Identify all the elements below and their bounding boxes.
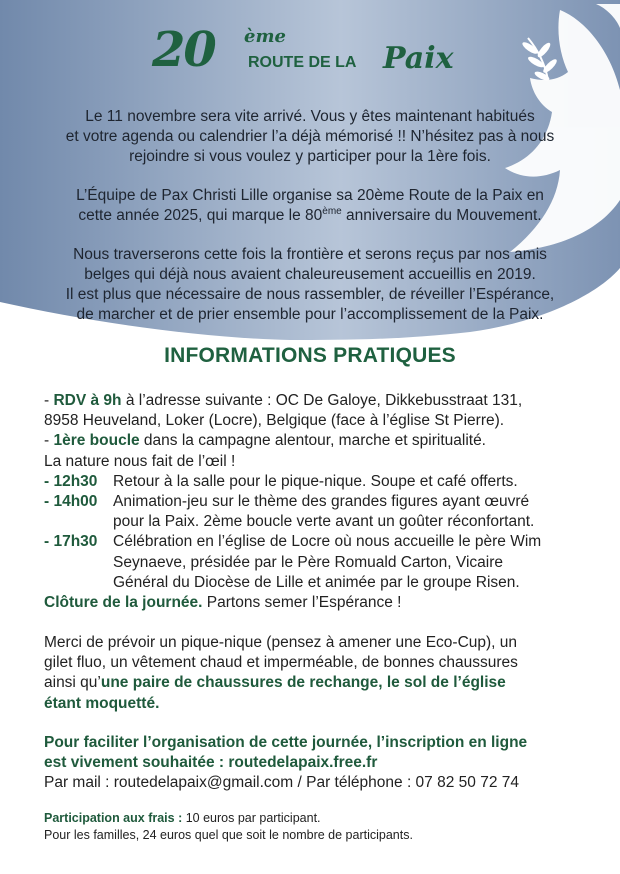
registration-link[interactable]: est vivement souhaitée : routedelapaix.free.fr <box>44 754 378 772</box>
intro-paragraph-1: Le 11 novembre sera vite arrivé. Vous y êtes maintenant habitués et votre agenda ou calendrier l’a déjà mémorisé !! N’hésitez pas à nous rejoindre si vous voulez y participer pour la 1ère fois. <box>65 108 555 165</box>
intro-paragraph-3: Nous traverserons cette fois la frontière et serons reçus par nos amis belges qui déjà nous avaient chaleureusement accueillis en 2019. Il est plus que nécessaire de nous rassembler, de réveiller l’Espérance, de marcher et de prier ensemble pour l’accomplissement de la Paix. <box>65 246 555 323</box>
fees-paragraph: Participation aux frais : 10 euros par participant. Pour les familles, 24 euros quel que soit le nombre de participants. <box>44 811 413 842</box>
list-item: - RDV à 9h à l’adresse suivante : OC De Galoye, Dikkebusstraat 131, <box>44 392 523 409</box>
list-item: - 1ère boucle dans la campagne alentour, marche et spiritualité. <box>44 432 486 450</box>
logo-suffix: ème <box>244 26 286 47</box>
list-item: pour la Paix. 2ème boucle verte avant un goûter réconfortant. <box>113 513 535 531</box>
schedule-list <box>44 391 604 613</box>
list-item: 8958 Heuveland, Loker (Locre), Belgique (face à l’église St Pierre). <box>44 412 505 430</box>
section-title: INFORMATIONS PRATIQUES <box>164 344 456 367</box>
intro-paragraph-2: L’Équipe de Pax Christi Lille organise sa 20ème Route de la Paix en cette année 2025, qui marque le 80ème anniversaire du Mouvement. <box>76 187 544 224</box>
list-item: Seynaeve, présidée par le Père Romuald Carton, Vicaire <box>113 553 504 571</box>
list-item: - 14h00 Animation-jeu sur le thème des grandes figures ayant œuvré <box>44 493 530 511</box>
equipment-paragraph: Merci de prévoir un pique-nique (pensez à amener une Eco-Cup), un gilet fluo, un vêtement chaud et imperméable, de bonnes chaussures ainsi qu’une paire de chaussures de rechange, le sol de l’église étant moquetté. <box>44 634 518 712</box>
list-item: Général du Diocèse de Lille et animée par le groupe Risen. <box>113 573 520 591</box>
registration-paragraph: Pour faciliter l’organisation de cette journée, l’inscription en ligne est vivement souhaitée : routedelapaix.free.fr Par mail : routedelapaix@gmail.com / Par téléphone : 07 82 50 72 74 <box>44 733 604 794</box>
logo-route: ROUTE DE LA <box>248 54 357 71</box>
logo-paix: Paix <box>383 41 454 76</box>
contact-line[interactable]: Par mail : routedelapaix@gmail.com / Par téléphone : 07 82 50 72 74 <box>44 774 519 792</box>
list-item: Clôture de la journée. Partons semer l’Espérance ! <box>44 594 402 612</box>
list-item: - 12h30 Retour à la salle pour le pique-nique. Soupe et café offerts. <box>44 472 518 490</box>
list-item: La nature nous fait de l’œil ! <box>44 452 236 470</box>
list-item: - 17h30 Célébration en l’église de Locre où nous accueille le père Wim <box>44 533 542 551</box>
event-logo <box>0 0 620 100</box>
logo-number: 20 <box>152 22 215 78</box>
